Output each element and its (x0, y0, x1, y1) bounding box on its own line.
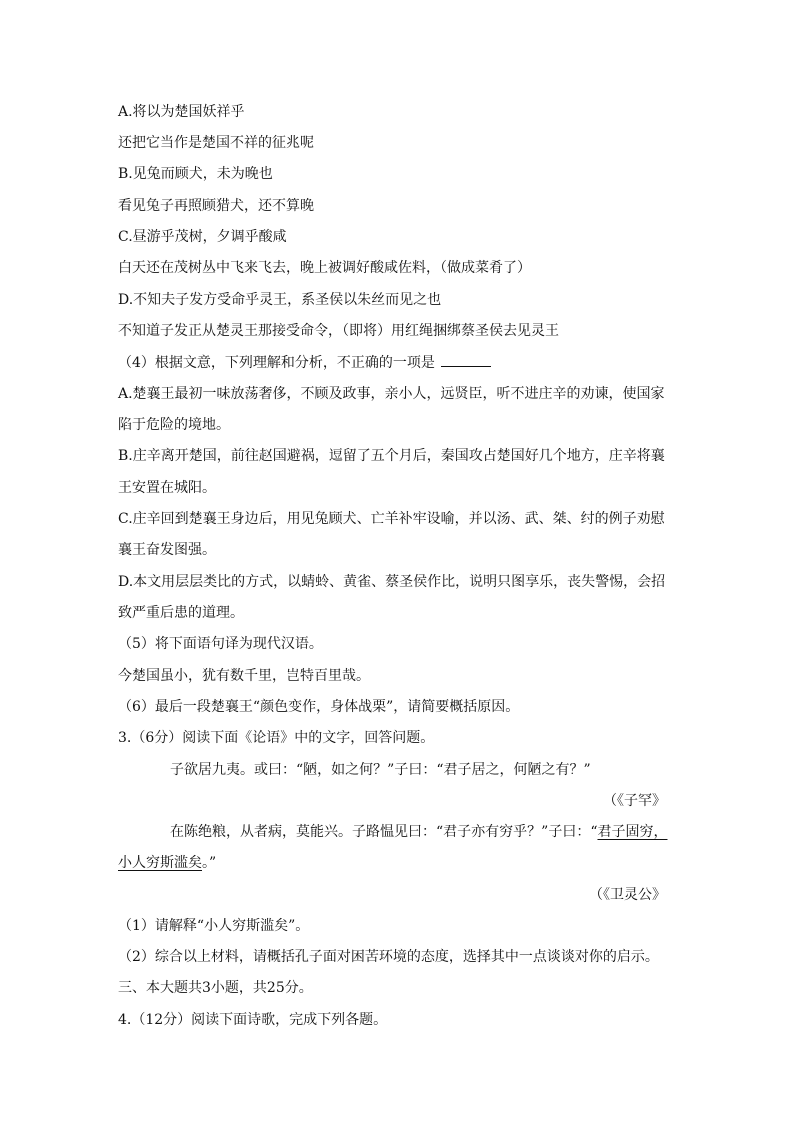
option-d-translation: 不知道子发正从楚灵王那接受命令，（即将）用红绳捆绑蔡圣侯去见灵王 (118, 323, 559, 339)
question-3-stem: 3.（6分）阅读下面《论语》中的文字，回答问题。 (118, 730, 435, 746)
q4-option-a-line2: 陷于危险的境地。 (118, 417, 230, 433)
question-5-stem: （5）将下面语句译为现代汉语。 (118, 636, 323, 652)
question-4-stem-text: （4）根据文意，下列理解和分析，不正确的一项是 (118, 355, 435, 371)
question-4-poem-stem: 4.（12分）阅读下面诗歌，完成下列各题。 (118, 1012, 388, 1028)
lunyu-passage-2-line2 (118, 853, 216, 873)
option-d-text: D.不知夫子发方受命乎灵王，系圣侯以朱丝而见之也 (118, 292, 442, 308)
lunyu-passage-2-line1 (170, 822, 667, 842)
passage-2-end: 。” (202, 855, 217, 871)
source-weilinggong: （《卫灵公》 (589, 887, 666, 903)
q4-option-b-line1: B.庄辛离开楚国，前往赵国避祸，逗留了五个月后，秦国攻占楚国好几个地方，庄辛将襄 (118, 448, 665, 464)
question-5-sentence: 今楚国虽小，犹有数千里，岂特百里哉。 (118, 668, 370, 684)
option-c-translation: 白天还在茂树丛中飞来飞去，晚上被调好酸咸佐料，（做成菜肴了） (118, 260, 531, 276)
question-6-stem: （6）最后一段楚襄王“颜色变作，身体战栗”，请简要概括原因。 (118, 699, 520, 715)
option-b-translation: 看见兔子再照顾猎犬，还不算晚 (118, 198, 314, 214)
passage-2-text: 在陈绝粮，从者病，莫能兴。子路愠见曰：“君子亦有穷乎？”子曰：“ (170, 824, 598, 840)
q4-option-d-line1: D.本文用层层类比的方式，以蜻蛉、黄雀、蔡圣侯作比，说明只图享乐，丧失警惕，会招 (118, 574, 666, 590)
option-c-text: C.昼游乎茂树，夕调乎酸咸 (118, 229, 287, 245)
section-3-heading: 三、本大题共3小题，共25分。 (118, 980, 313, 996)
lunyu-passage-1: 子欲居九夷。或曰：“陋，如之何？”子曰：“君子居之，何陋之有？” (170, 762, 591, 778)
answer-blank[interactable] (441, 352, 491, 367)
option-a-translation: 还把它当作是楚国不祥的征兆呢 (118, 135, 314, 151)
option-a-text: A.将以为楚国妖祥乎 (118, 104, 245, 120)
question-3-sub1: （1）请解释“小人穷斯滥矣”。 (118, 918, 310, 934)
q4-option-d-line2: 致严重后患的道理。 (118, 605, 244, 621)
q4-option-c-line2: 襄王奋发图强。 (118, 542, 216, 558)
q4-option-b-line2: 王安置在城阳。 (118, 480, 216, 496)
question-3-sub2: （2）综合以上材料，请概括孔子面对困苦环境的态度，选择其中一点谈谈对你的启示。 (118, 949, 659, 965)
q4-option-a-line1: A.楚襄王最初一味放荡奢侈，不顾及政事，亲小人，远贤臣，听不进庄辛的劝谏，使国家 (118, 386, 665, 402)
question-4-stem (118, 352, 491, 373)
q4-option-c-line1: C.庄辛回到楚襄王身边后，用见兔顾犬、亡羊补牢设喻，并以汤、武、桀、纣的例子劝慰 (118, 511, 665, 527)
source-zihan: （《子罕》 (603, 793, 666, 809)
underlined-phrase-1: 君子固穷， (597, 824, 668, 840)
underlined-phrase-2: 小人穷斯滥矣 (118, 855, 202, 871)
option-b-text: B.见兔而顾犬，未为晚也 (118, 166, 273, 182)
